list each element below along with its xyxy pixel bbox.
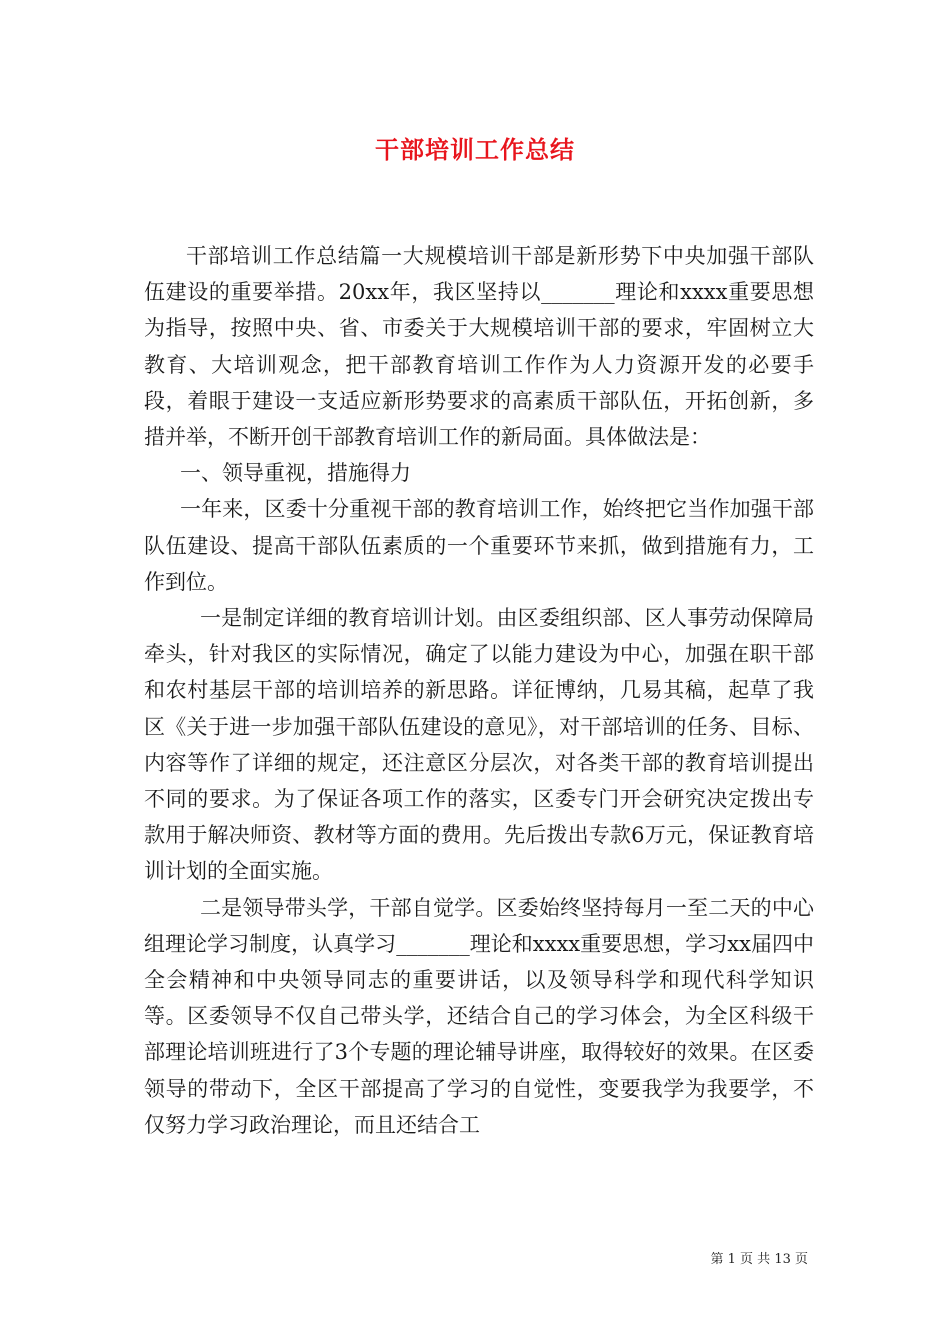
document-title: 干部培训工作总结: [375, 135, 575, 164]
paragraph-overview: 一年来，区委十分重视干部的教育培训工作，始终把它当作加强干部队伍建设、提高干部队伍素质的一个重要环节来抓，做到措施有力，工作到位。: [144, 497, 814, 594]
page-number: 第 1 页 共 13 页: [710, 1252, 808, 1267]
paragraph-leadership-study: 二是领导带头学，干部自觉学。区委始终坚持每月一至二天的中心组理论学习制度，认真学习_______理论和xxxx重要思想，学习xx届四中全会精神和中央领导同志的重要讲话，以及领导科学和现代科学知识等。区委领导不仅自己带头学，还结合自己的学习体会，为全区科级干部理论培训班进行了3个专题的理论辅导讲座，取得较好的效果。在区委领导的带动下，全区干部提高了学习的自觉性，变要我学为我要学，不仅努力学习政治理论，而且还结合工: [144, 895, 814, 1137]
section-heading-1: 一、领导重视，措施得力: [180, 461, 411, 486]
paragraph-plan: 一是制定详细的教育培训计划。由区委组织部、区人事劳动保障局牵头，针对我区的实际情况，确定了以能力建设为中心，加强在职干部和农村基层干部的培训培养的新思路。详征博纳，几易其稿，起草了我区《关于进一步加强干部队伍建设的意见》，对干部培训的任务、目标、内容等作了详细的规定，还注意区分层次，对各类干部的教育培训提出不同的要求。为了保证各项工作的落实，区委专门开会研究决定拨出专款用于解决师资、教材等方面的费用。先后拨出专款6万元，保证教育培训计划的全面实施。: [144, 606, 814, 884]
document-body: [144, 238, 814, 1143]
paragraph-intro: 干部培训工作总结篇一大规模培训干部是新形势下中央加强干部队伍建设的重要举措。20xx年，我区坚持以_______理论和xxxx重要思想为指导，按照中央、省、市委关于大规模培训干部的要求，牢固树立大教育、大培训观念，把干部教育培训工作作为人力资源开发的必要手段，着眼于建设一支适应新形势要求的高素质干部队伍，开拓创新，多措并举，不断开创干部教育培训工作的新局面。具体做法是：: [144, 244, 814, 450]
